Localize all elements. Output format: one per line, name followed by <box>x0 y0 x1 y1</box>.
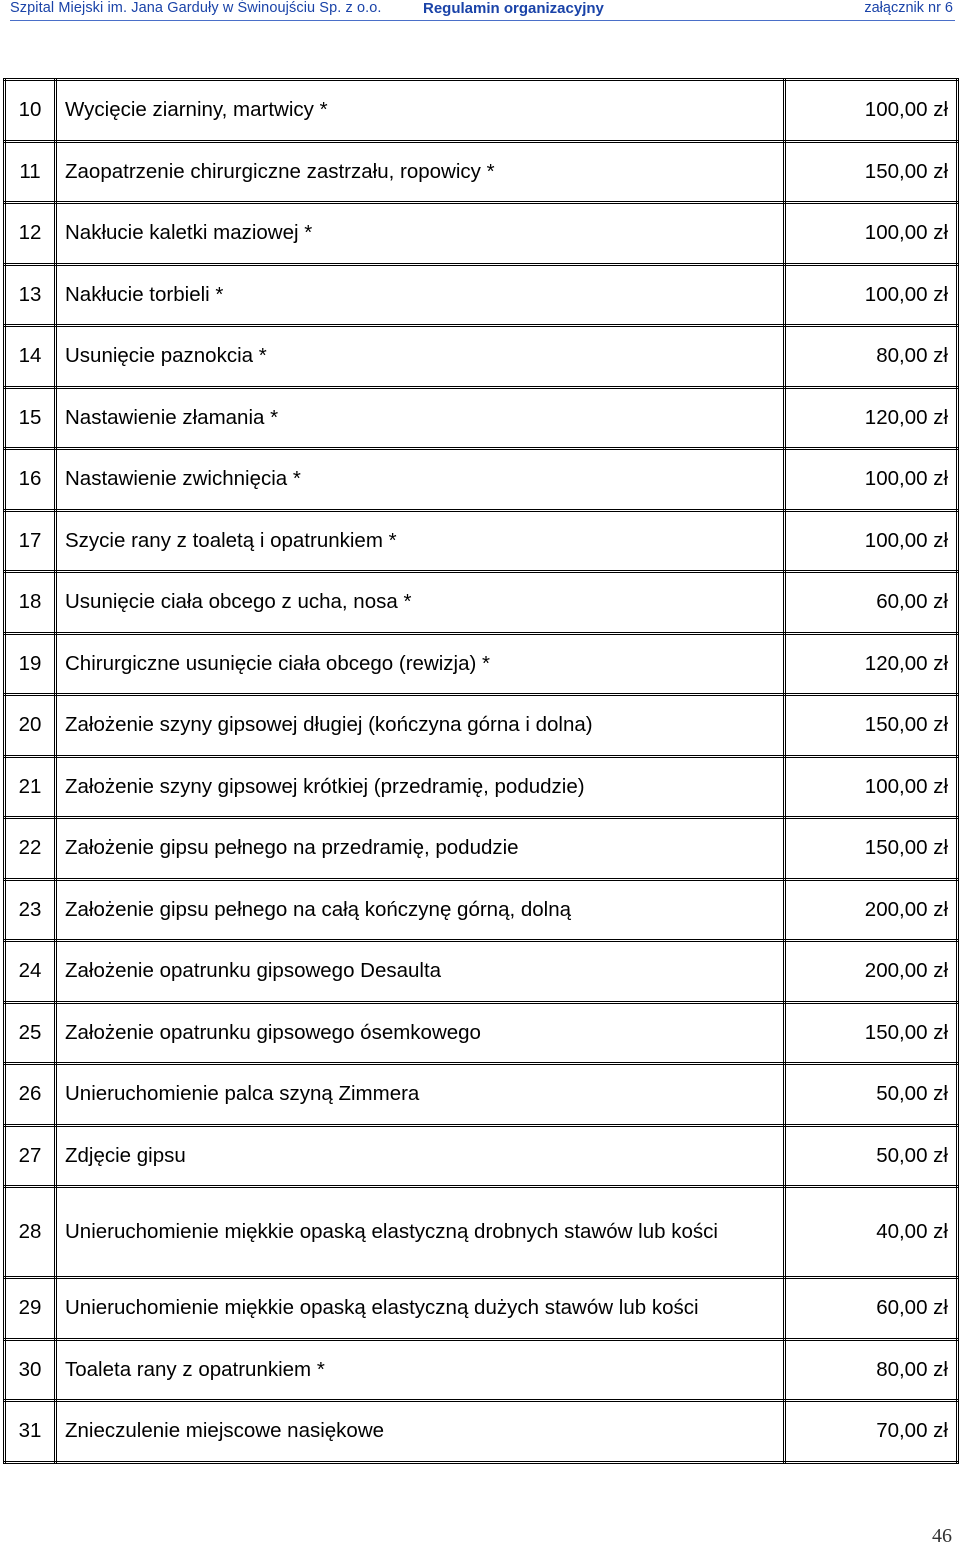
table-row <box>5 1401 958 1463</box>
row-number: 24 <box>5 941 56 1003</box>
table-row <box>5 510 958 572</box>
row-price: 40,00 zł <box>785 1187 958 1278</box>
page-number: 46 <box>932 1525 952 1547</box>
row-number: 10 <box>5 80 56 142</box>
row-description: Unieruchomienie palca szyną Zimmera <box>56 1064 785 1126</box>
table-row <box>5 572 958 634</box>
row-number: 16 <box>5 449 56 511</box>
row-price: 150,00 zł <box>785 818 958 880</box>
table-row <box>5 1002 958 1064</box>
row-number: 20 <box>5 695 56 757</box>
table-row <box>5 264 958 326</box>
row-number: 22 <box>5 818 56 880</box>
row-price: 120,00 zł <box>785 633 958 695</box>
row-price: 50,00 zł <box>785 1064 958 1126</box>
row-price: 100,00 zł <box>785 449 958 511</box>
table-row <box>5 633 958 695</box>
table-row <box>5 879 958 941</box>
hospital-name: Szpital Miejski im. Jana Garduły w Świnoujściu Sp. z o.o. <box>10 0 382 16</box>
row-price: 150,00 zł <box>785 1002 958 1064</box>
row-description: Znieczulenie miejscowe nasiękowe <box>56 1401 785 1463</box>
row-number: 26 <box>5 1064 56 1126</box>
row-description: Usunięcie paznokcia * <box>56 326 785 388</box>
row-number: 23 <box>5 879 56 941</box>
row-description: Założenie gipsu pełnego na przedramię, podudzie <box>56 818 785 880</box>
row-description: Nastawienie zwichnięcia * <box>56 449 785 511</box>
row-description: Nakłucie torbieli * <box>56 264 785 326</box>
table-row <box>5 80 958 142</box>
row-description: Założenie opatrunku gipsowego Desaulta <box>56 941 785 1003</box>
fees-table <box>3 78 959 1464</box>
table-row <box>5 756 958 818</box>
table-row <box>5 695 958 757</box>
row-price: 100,00 zł <box>785 756 958 818</box>
row-description: Szycie rany z toaletą i opatrunkiem * <box>56 510 785 572</box>
table-row <box>5 141 958 203</box>
row-description: Założenie opatrunku gipsowego ósemkowego <box>56 1002 785 1064</box>
row-price: 70,00 zł <box>785 1401 958 1463</box>
row-number: 29 <box>5 1278 56 1340</box>
table-row <box>5 1187 958 1278</box>
document-title: Regulamin organizacyjny <box>423 0 604 17</box>
row-number: 17 <box>5 510 56 572</box>
row-description: Wycięcie ziarniny, martwicy * <box>56 80 785 142</box>
row-number: 25 <box>5 1002 56 1064</box>
row-price: 100,00 zł <box>785 203 958 265</box>
row-price: 60,00 zł <box>785 1278 958 1340</box>
row-price: 100,00 zł <box>785 264 958 326</box>
table-row <box>5 449 958 511</box>
fees-table-body <box>5 80 958 1463</box>
row-number: 12 <box>5 203 56 265</box>
row-number: 15 <box>5 387 56 449</box>
row-price: 50,00 zł <box>785 1125 958 1187</box>
table-row <box>5 1339 958 1401</box>
row-price: 150,00 zł <box>785 141 958 203</box>
row-price: 100,00 zł <box>785 80 958 142</box>
row-description: Zaopatrzenie chirurgiczne zastrzału, ropowicy * <box>56 141 785 203</box>
row-number: 14 <box>5 326 56 388</box>
row-number: 30 <box>5 1339 56 1401</box>
row-price: 80,00 zł <box>785 1339 958 1401</box>
row-price: 200,00 zł <box>785 941 958 1003</box>
row-price: 200,00 zł <box>785 879 958 941</box>
row-description: Nakłucie kaletki maziowej * <box>56 203 785 265</box>
table-row <box>5 203 958 265</box>
table-row <box>5 818 958 880</box>
row-number: 18 <box>5 572 56 634</box>
row-description: Usunięcie ciała obcego z ucha, nosa * <box>56 572 785 634</box>
table-row <box>5 1064 958 1126</box>
row-number: 21 <box>5 756 56 818</box>
row-price: 80,00 zł <box>785 326 958 388</box>
row-description: Nastawienie złamania * <box>56 387 785 449</box>
table-row <box>5 941 958 1003</box>
row-description: Toaleta rany z opatrunkiem * <box>56 1339 785 1401</box>
row-number: 13 <box>5 264 56 326</box>
table-row <box>5 326 958 388</box>
page-header <box>10 0 955 21</box>
attachment-label: załącznik nr 6 <box>864 0 953 16</box>
row-price: 120,00 zł <box>785 387 958 449</box>
row-description: Chirurgiczne usunięcie ciała obcego (rewizja) * <box>56 633 785 695</box>
row-description: Założenie gipsu pełnego na całą kończynę górną, dolną <box>56 879 785 941</box>
table-row <box>5 387 958 449</box>
row-description: Założenie szyny gipsowej długiej (kończyna górna i dolna) <box>56 695 785 757</box>
row-price: 60,00 zł <box>785 572 958 634</box>
table-row <box>5 1278 958 1340</box>
row-number: 11 <box>5 141 56 203</box>
row-description: Unieruchomienie miękkie opaską elastyczną drobnych stawów lub kości <box>56 1187 785 1278</box>
row-number: 19 <box>5 633 56 695</box>
row-price: 100,00 zł <box>785 510 958 572</box>
row-description: Unieruchomienie miękkie opaską elastyczną dużych stawów lub kości <box>56 1278 785 1340</box>
row-number: 31 <box>5 1401 56 1463</box>
row-description: Założenie szyny gipsowej krótkiej (przedramię, podudzie) <box>56 756 785 818</box>
table-row <box>5 1125 958 1187</box>
row-number: 28 <box>5 1187 56 1278</box>
row-description: Zdjęcie gipsu <box>56 1125 785 1187</box>
row-number: 27 <box>5 1125 56 1187</box>
row-price: 150,00 zł <box>785 695 958 757</box>
